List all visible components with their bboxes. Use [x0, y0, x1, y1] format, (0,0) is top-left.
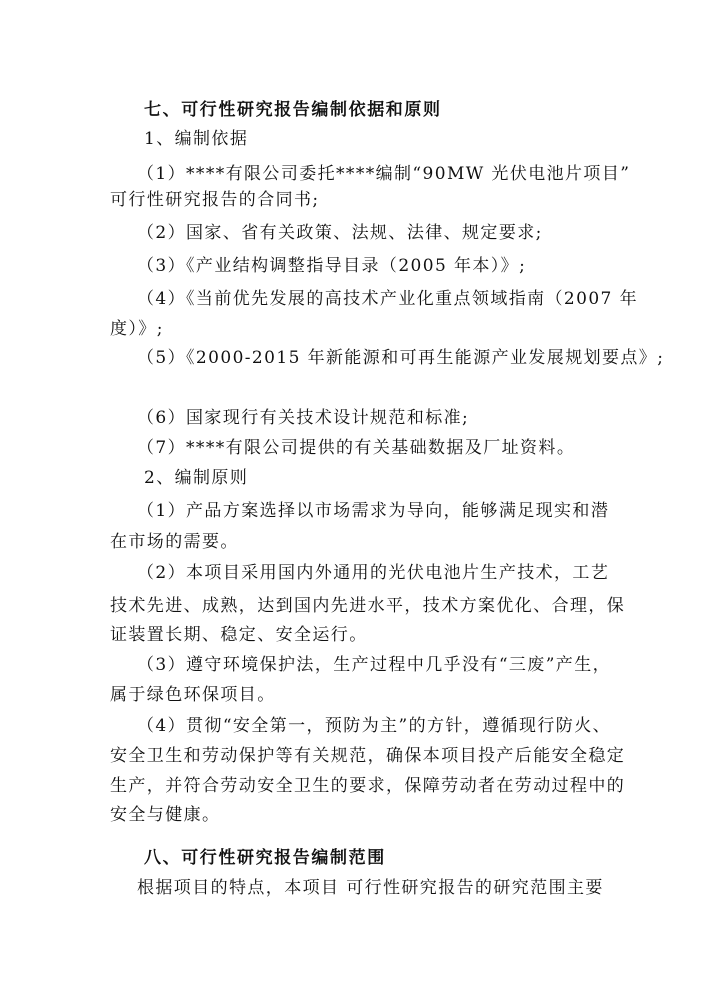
- subsection-title: 2、编制原则: [144, 468, 249, 488]
- list-item: （6）国家现行有关技术设计规范和标准;: [137, 408, 470, 428]
- list-item: 证装置长期、稳定、安全运行。: [110, 625, 368, 645]
- list-item: 安全卫生和劳动保护等有关规范，确保本项目投产后能安全稳定: [110, 746, 626, 766]
- list-item: （3）《产业结构调整指导目录（2005 年本）》;: [137, 256, 527, 276]
- paragraph: 根据项目的特点，本项目 可行性研究报告的研究范围主要: [137, 878, 604, 898]
- list-item: （4）贯彻“安全第一，预防为主”的方针，遵循现行防火、: [137, 716, 611, 736]
- list-item: （7）****有限公司提供的有关基础数据及厂址资料。: [137, 438, 576, 458]
- list-item: （2）国家、省有关政策、法规、法律、规定要求;: [137, 223, 543, 243]
- list-item: （3）遵守环境保护法，生产过程中几乎没有“三废”产生，: [137, 655, 611, 675]
- section-heading: 七、可行性研究报告编制依据和原则: [144, 100, 442, 120]
- list-item: （5）《2000-2015 年新能源和可再生能源产业发展规划要点》;: [137, 348, 665, 368]
- section-heading: 八、可行性研究报告编制范围: [144, 848, 386, 868]
- list-item: 安全与健康。: [110, 805, 221, 825]
- list-item: 技术先进、成熟，达到国内先进水平，技术方案优化、合理，保: [110, 596, 626, 616]
- list-item: （1）产品方案选择以市场需求为导向，能够满足现实和潜: [137, 501, 610, 521]
- list-item: （2）本项目采用国内外通用的光伏电池片生产技术，工艺: [137, 563, 610, 583]
- list-item: 属于绿色环保项目。: [110, 685, 276, 705]
- subsection-title: 1、编制依据: [144, 129, 249, 149]
- list-item: 可行性研究报告的合同书;: [110, 190, 320, 210]
- list-item: （1）****有限公司委托****编制“90MW 光伏电池片项目”: [137, 164, 631, 184]
- list-item: 度）》;: [110, 319, 164, 339]
- list-item: 在市场的需要。: [110, 532, 239, 552]
- list-item: 生产，并符合劳动安全卫生的要求，保障劳动者在劳动过程中的: [110, 776, 626, 796]
- list-item: （4）《当前优先发展的高技术产业化重点领域指南（2007 年: [137, 289, 638, 309]
